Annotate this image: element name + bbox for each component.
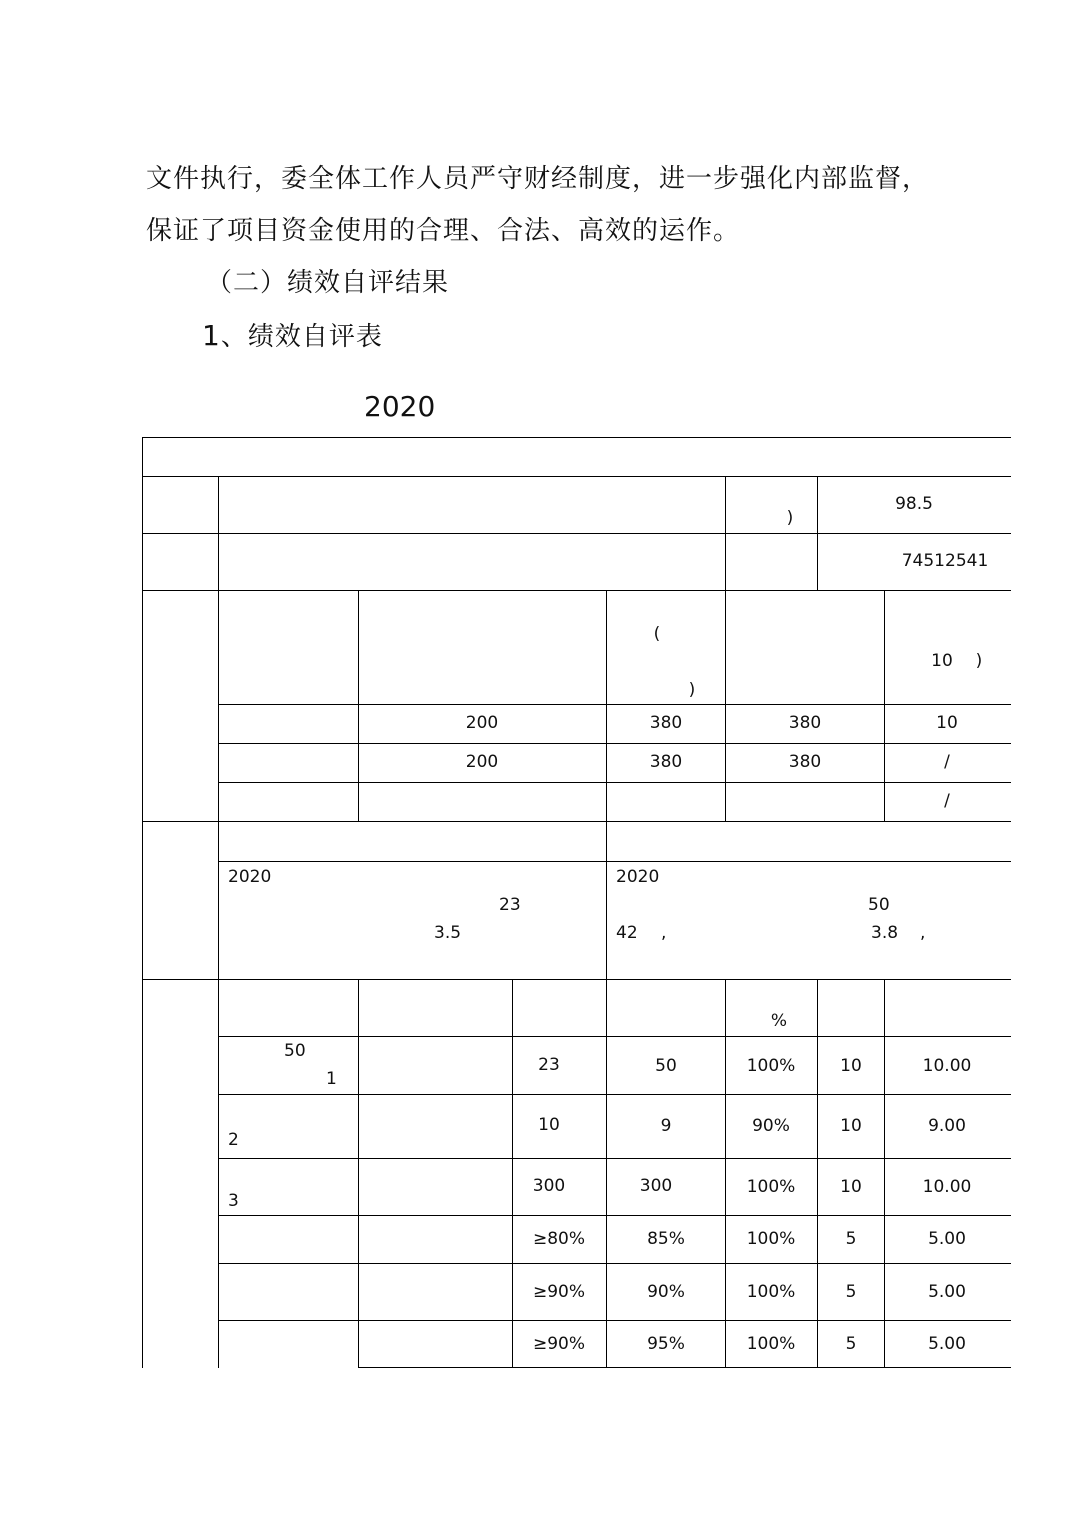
- indicator-row-6-actual: 95%: [647, 1334, 685, 1354]
- indicator-row-2-label-a: 2: [228, 1130, 239, 1150]
- table-border: [884, 979, 885, 1368]
- funds-row-1-cell-4: 10: [936, 713, 958, 733]
- indicator-row-5-score: 5.00: [928, 1282, 966, 1302]
- indicator-row-2-target: 10: [538, 1115, 560, 1135]
- score-paren: ): [786, 508, 794, 528]
- goal-right-comma-2: ,: [920, 923, 926, 943]
- table-title-year: 2020: [364, 390, 436, 423]
- goal-left-year: 2020: [228, 867, 272, 887]
- subheading-number: 1: [202, 319, 221, 352]
- funds-header-paren-close: ): [688, 680, 696, 700]
- phone-value: 74512541: [901, 551, 989, 571]
- goal-right-number-3: 3.8: [871, 923, 899, 943]
- table-border: [218, 782, 1011, 783]
- goal-right-year: 2020: [616, 867, 660, 887]
- table-border: [218, 1094, 1011, 1095]
- funds-row-3-cell-4: /: [944, 791, 950, 811]
- indicator-row-2-weight: 10: [840, 1116, 862, 1136]
- indicator-row-4-weight: 5: [845, 1229, 857, 1249]
- funds-row-2-cell-2: 380: [649, 752, 683, 772]
- table-border: [817, 979, 818, 1368]
- indicator-row-3-label-a: 3: [228, 1191, 239, 1211]
- table-border: [218, 1320, 1011, 1321]
- indicator-row-6-rate: 100%: [746, 1334, 796, 1354]
- indicator-row-6-weight: 5: [845, 1334, 857, 1354]
- table-border: [218, 1263, 1011, 1264]
- table-border: [725, 590, 726, 821]
- indicator-row-5-target: ≥90%: [532, 1282, 586, 1302]
- table-border: [358, 979, 359, 1368]
- table-border: [725, 979, 726, 1368]
- table-border: [884, 590, 885, 821]
- table-border: [142, 437, 143, 1368]
- goal-left-number-2: 3.5: [434, 923, 462, 943]
- indicator-row-5-weight: 5: [845, 1282, 857, 1302]
- indicator-row-4-score: 5.00: [928, 1229, 966, 1249]
- indicator-row-3-actual: 300: [639, 1176, 673, 1196]
- table-border: [606, 979, 607, 1368]
- funds-row-2-cell-1: 200: [465, 752, 499, 772]
- funds-header-weight-paren: ): [975, 651, 983, 671]
- indicator-row-1-rate: 100%: [746, 1056, 796, 1076]
- indicator-row-3-target: 300: [532, 1176, 566, 1196]
- table-border: [218, 704, 1011, 705]
- table-border: [142, 590, 1011, 591]
- table-border: [218, 1036, 1011, 1037]
- indicator-row-1-actual: 50: [655, 1056, 677, 1076]
- table-border: [606, 590, 607, 821]
- total-score-value: 98.5: [895, 494, 933, 514]
- indicator-row-6-target: ≥90%: [532, 1334, 586, 1354]
- indicator-row-1-label-a: 50: [284, 1041, 306, 1061]
- indicator-row-1-score: 10.00: [922, 1056, 972, 1076]
- funds-row-1-cell-1: 200: [465, 713, 499, 733]
- funds-header-weight: 10: [931, 651, 953, 671]
- goal-right-comma-1: ,: [661, 923, 667, 943]
- indicator-row-3-weight: 10: [840, 1177, 862, 1197]
- goal-left-number-1: 23: [499, 895, 521, 915]
- table-border: [606, 821, 607, 979]
- funds-row-1-cell-3: 380: [788, 713, 822, 733]
- indicator-row-1-target: 23: [538, 1055, 560, 1075]
- table-border: [142, 821, 1011, 822]
- section-heading: （二）绩效自评结果: [206, 268, 450, 298]
- subheading: [202, 316, 383, 353]
- goal-right-number-2: 42: [616, 923, 638, 943]
- indicator-row-2-actual: 9: [660, 1116, 672, 1136]
- funds-row-2-cell-3: 380: [788, 752, 822, 772]
- table-border: [218, 1215, 1011, 1216]
- funds-row-1-cell-2: 380: [649, 713, 683, 733]
- indicator-row-4-rate: 100%: [746, 1229, 796, 1249]
- table-border: [512, 979, 513, 1368]
- table-border: [817, 476, 818, 590]
- subheading-text: 、绩效自评表: [220, 322, 383, 352]
- table-border: [142, 476, 1011, 477]
- body-paragraph-line-1: 文件执行，委全体工作人员严守财经制度，进一步强化内部监督，: [146, 164, 930, 194]
- table-border: [218, 476, 219, 1368]
- indicator-row-2-score: 9.00: [928, 1116, 966, 1136]
- table-border: [218, 1158, 1011, 1159]
- indicator-row-4-target: ≥80%: [532, 1229, 586, 1249]
- table-border: [358, 1367, 1011, 1368]
- indicator-row-5-actual: 90%: [647, 1282, 685, 1302]
- indicator-header-percent: %: [770, 1011, 788, 1031]
- body-paragraph-line-2: 保证了项目资金使用的合理、合法、高效的运作。: [146, 216, 741, 246]
- indicator-row-6-score: 5.00: [928, 1334, 966, 1354]
- indicator-row-1-label-b: 1: [326, 1069, 337, 1089]
- table-border: [142, 979, 1011, 980]
- table-border: [218, 743, 1011, 744]
- table-border: [218, 861, 1011, 862]
- goal-right-number-1: 50: [868, 895, 890, 915]
- table-border: [725, 476, 726, 590]
- indicator-row-3-rate: 100%: [746, 1177, 796, 1197]
- indicator-row-5-rate: 100%: [746, 1282, 796, 1302]
- indicator-row-4-actual: 85%: [647, 1229, 685, 1249]
- table-border: [358, 590, 359, 821]
- funds-header-paren-open: (: [653, 624, 661, 644]
- indicator-row-2-rate: 90%: [752, 1116, 790, 1136]
- funds-row-2-cell-4: /: [944, 752, 950, 772]
- table-border: [142, 437, 1011, 438]
- table-border: [142, 533, 1011, 534]
- indicator-row-3-score: 10.00: [922, 1177, 972, 1197]
- indicator-row-1-weight: 10: [840, 1056, 862, 1076]
